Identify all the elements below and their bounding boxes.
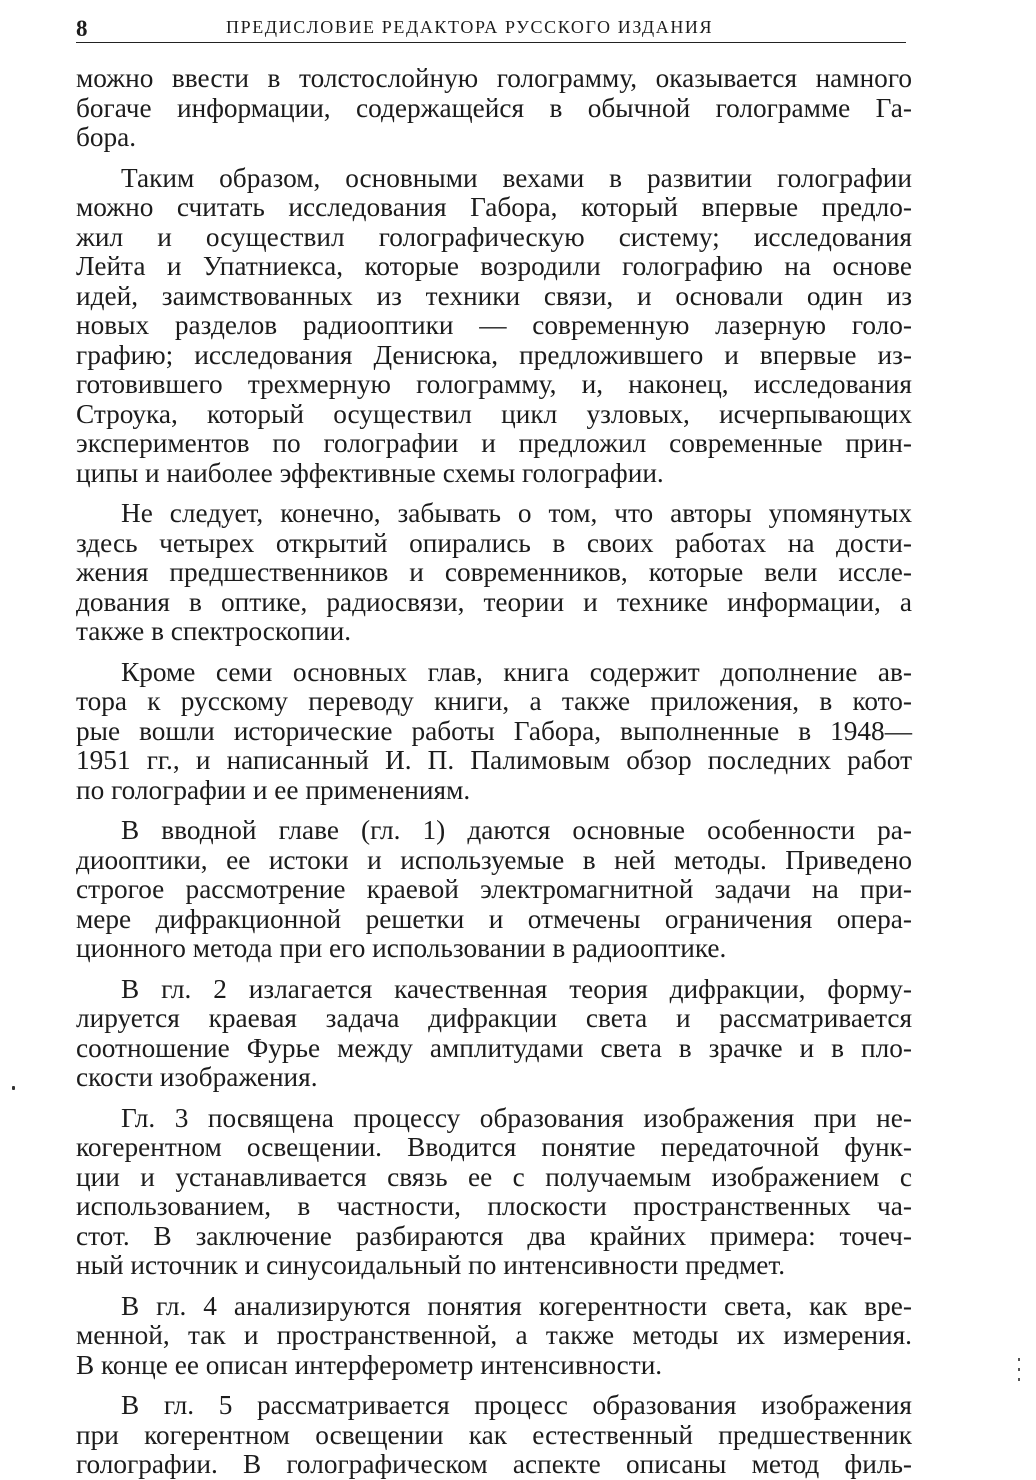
paragraph [76, 499, 912, 647]
text-line: при когерентном освещении как естественный предшественник [76, 1419, 912, 1450]
text-line: идей, заимствованных из техники связи, и основали один из [76, 280, 912, 311]
text-line: Лейта и Упатниекса, которые возродили голографию на основе [76, 251, 912, 281]
edge-speck [1018, 1368, 1020, 1371]
text-line: диооптики, ее истоки и используемые в ней методы. Приведено [76, 844, 912, 875]
text-line: В вводной главе (гл. 1) даются основные особенности ра- [121, 815, 912, 845]
text-line: ционного метода при его использовании в радиооптике. [76, 933, 727, 963]
margin-speck [12, 1086, 15, 1090]
text-line: соотношение Фурье между амплитудами света в зрачке и в пло- [76, 1032, 912, 1063]
text-line: ции и устанавливается связь ее с получаемым изображением с [76, 1161, 912, 1192]
paragraph-gap [76, 647, 912, 658]
text-line: по голографии и ее применениям. [76, 774, 471, 805]
text-line: готовившего трехмерную голограмму, и, наконец, исследования [76, 369, 912, 399]
text-line: лируется краевая задача дифракции света и рассматривается [76, 1003, 912, 1033]
page-number: 8 [76, 16, 88, 41]
text-line: богаче информации, содержащейся в обычной голограмме Га- [76, 92, 912, 123]
running-head: ПРЕДИСЛОВИЕ РЕДАКТОРА РУССКОГО ИЗДАНИЯ [226, 17, 714, 37]
paragraph [76, 1104, 912, 1281]
text-line: тора к русскому переводу книги, а также приложения, в кото- [76, 686, 912, 716]
text-line: также в спектроскопии. [76, 616, 352, 646]
text-line: ный источник и синусоидальный по интенсивности предмет. [76, 1250, 786, 1280]
text-line: Кроме семи основных глав, книга содержит дополнение ав- [121, 656, 912, 687]
paragraph-gap [76, 1093, 912, 1104]
paragraph [76, 64, 912, 153]
paragraph [76, 658, 912, 806]
text-line: 1951 гг., и написанный И. П. Палимовым обзор последних работ [76, 745, 912, 775]
text-line: строгое рассмотрение краевой электромагнитной задачи на при- [76, 874, 912, 904]
page-header [76, 12, 906, 43]
text-line: голографии. В голографическом аспекте описаны метод филь- [76, 1449, 912, 1479]
text-line: рые вошли исторические работы Габора, выполненные в 1948— [76, 715, 912, 746]
body-text [76, 64, 912, 1480]
text-line: дования в оптике, радиосвязи, теории и технике информации, а [76, 586, 912, 617]
paragraph [76, 1391, 912, 1480]
text-line: новых разделов радиооптики — современную лазерную голо- [76, 310, 912, 340]
paragraph-gap [76, 153, 912, 164]
text-line: Строука, который осуществил цикл узловых, исчерпывающих [76, 398, 912, 429]
text-line: бора. [76, 122, 137, 152]
text-line: скости изображения. [76, 1062, 318, 1092]
text-line: можно считать исследования Габора, который впервые предло- [76, 192, 912, 222]
text-line: использованием, в частности, плоскости пространственных ча- [76, 1191, 912, 1221]
paragraph-gap [76, 964, 912, 975]
text-line: стот. В заключение разбираются два крайних примера: точеч- [76, 1220, 912, 1251]
text-line: можно ввести в толстослойную голограмму, оказывается намного [76, 63, 912, 93]
text-line: В гл. 4 анализируются понятия когерентности света, как вре- [121, 1290, 912, 1321]
text-line: менной, так и пространственной, а также методы их измерения. [76, 1320, 912, 1350]
edge-speck [1018, 1378, 1020, 1381]
text-line: В конце ее описан интерферометр интенсивности. [76, 1349, 663, 1380]
text-line: мере дифракционной решетки и отмечены ограничения опера- [76, 903, 912, 934]
text-line: экспериментов по голографии и предложил современные прин- [76, 428, 912, 458]
text-line: Гл. 3 посвящена процессу образования изображения при не- [121, 1102, 912, 1133]
text-line: Таким образом, основными вехами в развитии голографии [121, 162, 912, 193]
text-line: жения предшественников и современников, которые вели иссле- [76, 557, 912, 587]
edge-speck [1018, 1358, 1020, 1361]
paragraph [76, 816, 912, 964]
text-line: В гл. 5 рассматривается процесс образования изображения [121, 1390, 912, 1420]
text-line: ципы и наиболее эффективные схемы голографии. [76, 457, 664, 488]
text-line: В гл. 2 излагается качественная теория дифракции, форму- [121, 973, 912, 1004]
paragraph [76, 975, 912, 1093]
paragraph [76, 164, 912, 489]
text-line: графию; исследования Денисюка, предложившего и впервые из- [76, 339, 912, 370]
text-line: когерентном освещении. Вводится понятие передаточной функ- [76, 1132, 912, 1162]
paragraph-gap [76, 1380, 912, 1391]
paragraph-gap [76, 1281, 912, 1292]
paragraph [76, 1292, 912, 1381]
text-line: Не следует, конечно, забывать о том, что авторы упомянутых [121, 498, 912, 528]
text-line: жил и осуществил голографическую систему; исследования [76, 221, 912, 252]
text-line: здесь четырех открытий опирались в своих работах на дости- [76, 527, 912, 558]
